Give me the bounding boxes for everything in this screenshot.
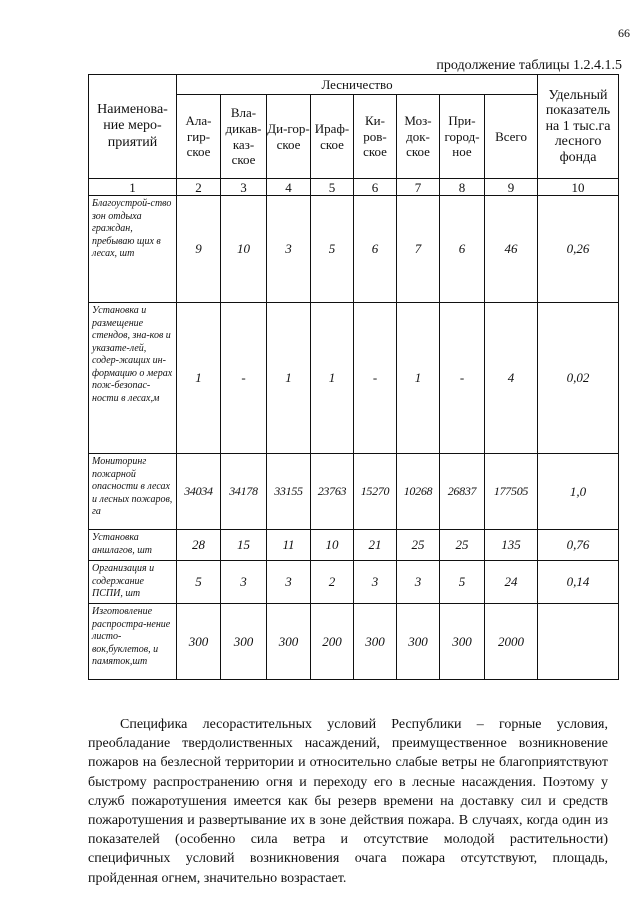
- header-specific-indicator: Удельный показатель на 1 тыс.га лесного фонда: [538, 75, 619, 179]
- table-cell: 300: [221, 604, 267, 680]
- table-cell: 7: [397, 196, 440, 303]
- table-row: [89, 530, 619, 561]
- table-cell: 10268: [397, 454, 440, 530]
- measures-table: [88, 74, 619, 680]
- row-measure-name: Установка и размещение стендов, зна-ков и указате-лей, содер-жащих ин-формацию о мерах пож-безопас-ности в лесах,м: [89, 303, 177, 454]
- table-cell: 0,14: [538, 561, 619, 604]
- header-measure-name: Наименова-ние меро-приятий: [89, 75, 177, 179]
- header-kirov: Ки-ров-ское: [354, 95, 397, 179]
- table-cell: 21: [354, 530, 397, 561]
- table-cell: 4: [485, 303, 538, 454]
- table-cell: 9: [177, 196, 221, 303]
- table-row: [89, 454, 619, 530]
- table-cell: 24: [485, 561, 538, 604]
- row-measure-name: Установка аншлагов, шт: [89, 530, 177, 561]
- table-cell: [538, 604, 619, 680]
- table-row: [89, 196, 619, 303]
- explanatory-paragraph: [88, 715, 608, 888]
- table-cell: 1: [311, 303, 354, 454]
- table-cell: 5: [177, 561, 221, 604]
- table-cell: 135: [485, 530, 538, 561]
- table-cell: -: [221, 303, 267, 454]
- column-number-row: [89, 179, 619, 196]
- table-cell: 6: [440, 196, 485, 303]
- table-cell: 33155: [267, 454, 311, 530]
- table-cell: -: [354, 303, 397, 454]
- table-cell: 10: [221, 196, 267, 303]
- row-measure-name: Мониторинг пожарной опасности в лесах и лесных пожаров, га: [89, 454, 177, 530]
- column-number: 4: [267, 179, 311, 196]
- header-forestry-group: Лесничество: [177, 75, 538, 95]
- table-cell: 2000: [485, 604, 538, 680]
- table-continuation-label: продолжение таблицы 1.2.4.1.5: [436, 58, 622, 73]
- table-cell: 3: [354, 561, 397, 604]
- table-cell: 5: [440, 561, 485, 604]
- column-number: 9: [485, 179, 538, 196]
- table-cell: 1: [177, 303, 221, 454]
- table-cell: 300: [177, 604, 221, 680]
- table-cell: 3: [221, 561, 267, 604]
- table-cell: 6: [354, 196, 397, 303]
- header-vladikavkaz: Вла-дикав-каз-ское: [221, 95, 267, 179]
- paragraph-text: Специфика лесорастительных условий Республики – горные условия, преобладание твердолиственных насаждений, преимущественное возникновение пожаров на безлесной территории и относительно слабые ветры не благоприятствуют быстрому распространению огня и переходу его в лесные насаждения. Поэтому у служб пожаротушения имеется как бы резерв времени на доставку сил и средств пожаротушения и развертывание их в зоне действия пожара. В случаях, когда один из показателей (особенно сила ветра и отсутствие молодой растительности) специфичных условий возникновения очага пожара отсутствуют, площадь, пройденная огнем, значительно возрастает.: [88, 717, 608, 886]
- table-cell: 34034: [177, 454, 221, 530]
- table-cell: 200: [311, 604, 354, 680]
- header-alagir: Ала-гир-ское: [177, 95, 221, 179]
- table-cell: 26837: [440, 454, 485, 530]
- column-number: 1: [89, 179, 177, 196]
- header-iraf: Ираф-ское: [311, 95, 354, 179]
- table-cell: 0,76: [538, 530, 619, 561]
- table-cell: 25: [397, 530, 440, 561]
- table-cell: 10: [311, 530, 354, 561]
- table-cell: 300: [354, 604, 397, 680]
- row-measure-name: Организация и содержание ПСПИ, шт: [89, 561, 177, 604]
- table-cell: 300: [440, 604, 485, 680]
- table-cell: 34178: [221, 454, 267, 530]
- column-number: 8: [440, 179, 485, 196]
- table-cell: 300: [267, 604, 311, 680]
- table-cell: 0,02: [538, 303, 619, 454]
- table-cell: 46: [485, 196, 538, 303]
- header-mozdok: Моз-док-ское: [397, 95, 440, 179]
- table-row: [89, 604, 619, 680]
- row-measure-name: Благоустрой-ство зон отдыха граждан, пребываю щих в лесах, шт: [89, 196, 177, 303]
- table-cell: 1: [267, 303, 311, 454]
- header-prigorod: При-город-ное: [440, 95, 485, 179]
- table-cell: 23763: [311, 454, 354, 530]
- column-number: 7: [397, 179, 440, 196]
- table-cell: 15: [221, 530, 267, 561]
- table-cell: 177505: [485, 454, 538, 530]
- table-cell: 3: [267, 196, 311, 303]
- table-cell: 25: [440, 530, 485, 561]
- table-cell: 1: [397, 303, 440, 454]
- column-number: 3: [221, 179, 267, 196]
- row-measure-name: Изготовление распростра-нение листо-вок,буклетов, и памяток,шт: [89, 604, 177, 680]
- table-cell: 15270: [354, 454, 397, 530]
- table-cell: 3: [267, 561, 311, 604]
- column-number: 6: [354, 179, 397, 196]
- table-row: [89, 303, 619, 454]
- table-cell: 1,0: [538, 454, 619, 530]
- table-cell: -: [440, 303, 485, 454]
- header-total: Всего: [485, 95, 538, 179]
- table-cell: 3: [397, 561, 440, 604]
- table-row: [89, 561, 619, 604]
- table-cell: 2: [311, 561, 354, 604]
- table-cell: 300: [397, 604, 440, 680]
- column-number: 2: [177, 179, 221, 196]
- table-cell: 11: [267, 530, 311, 561]
- page-number: 66: [618, 26, 630, 40]
- header-digor: Ди-гор-ское: [267, 95, 311, 179]
- column-number: 5: [311, 179, 354, 196]
- table-cell: 5: [311, 196, 354, 303]
- column-number: 10: [538, 179, 619, 196]
- table-cell: 28: [177, 530, 221, 561]
- table-cell: 0,26: [538, 196, 619, 303]
